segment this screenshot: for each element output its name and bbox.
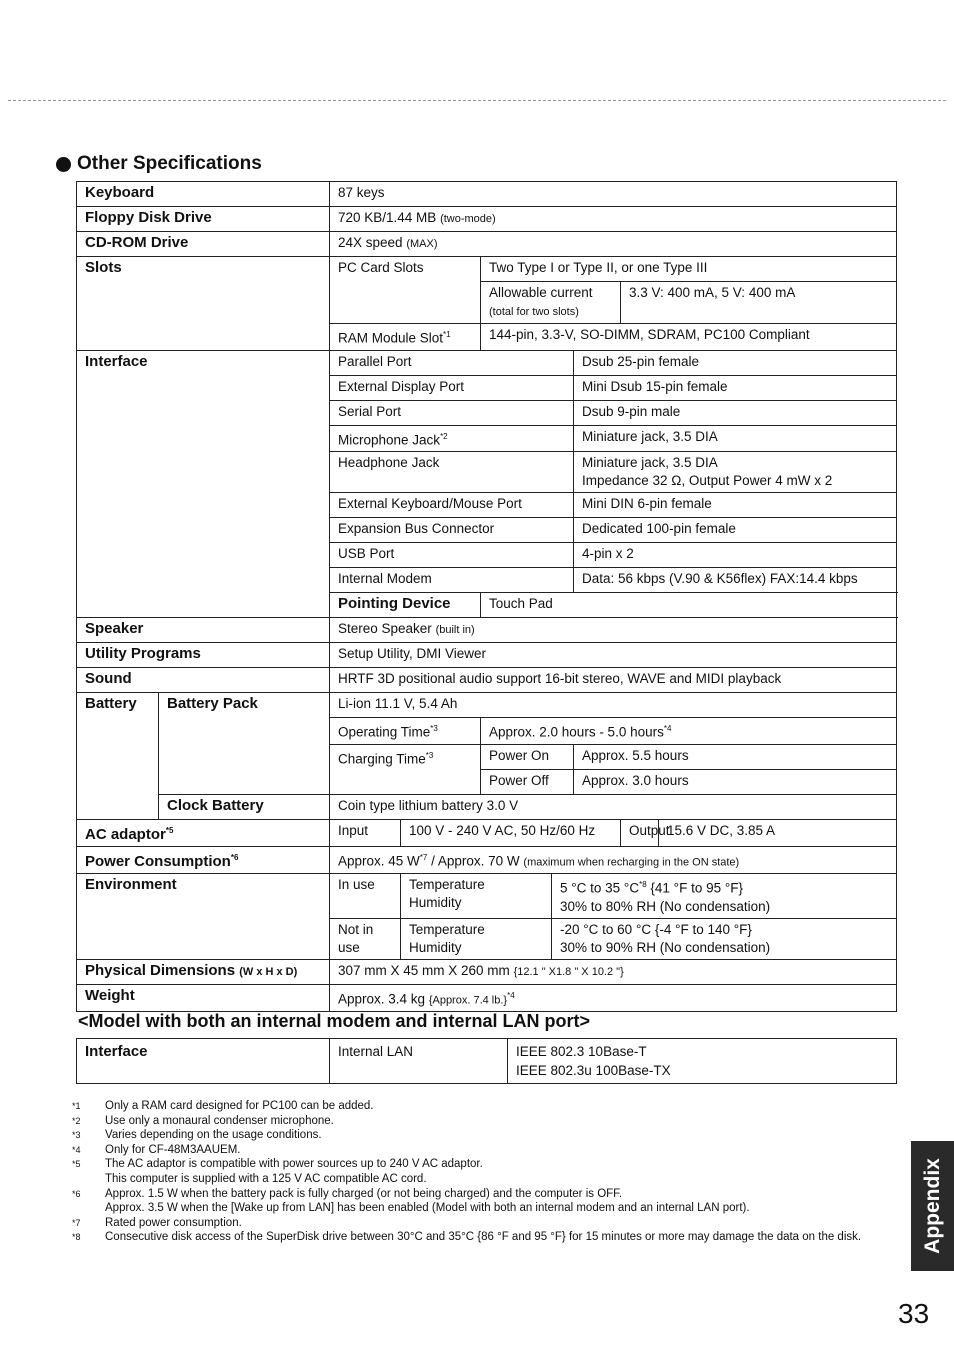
lan-table	[76, 1038, 897, 1084]
interface-item-value: 4-pin x 2	[574, 543, 897, 568]
footnote: *4 Only for CF-48M3AAUEM.	[72, 1143, 241, 1156]
interface-item-value: Dedicated 100-pin female	[574, 518, 897, 543]
footnote: *3 Varies depending on the usage conditions.	[72, 1129, 322, 1142]
row-power-consumption	[77, 846, 897, 874]
internal-lan-value: IEEE 802.3 10Base-T IEEE 802.3u 100Base-TX	[508, 1039, 897, 1084]
label-clock-battery: Clock Battery	[159, 794, 330, 819]
row-dimensions	[77, 959, 897, 984]
interface-item-name: Internal Modem	[330, 568, 574, 593]
interface-item-value: Miniature jack, 3.5 DIA Impedance 32 Ω, Output Power 4 mW x 2	[574, 452, 897, 493]
ac-input-label: Input	[330, 819, 401, 846]
section-title-text: Other Specifications	[77, 153, 262, 174]
bullet-icon	[56, 157, 71, 172]
label-cdrom: CD-ROM Drive	[77, 232, 330, 257]
ac-output-label: Output	[621, 819, 659, 846]
interface-item-name: External Display Port	[330, 375, 574, 400]
value-pointing-device: Touch Pad	[481, 593, 897, 618]
ac-input-value: 100 V - 240 V AC, 50 Hz/60 Hz	[401, 819, 621, 846]
row-weight	[77, 984, 897, 1012]
power-on-value: Approx. 5.5 hours	[574, 744, 897, 769]
label-lan-interface: Interface	[77, 1039, 330, 1084]
row-utility	[77, 643, 897, 668]
label-keyboard: Keyboard	[77, 182, 330, 207]
row-keyboard	[77, 182, 897, 207]
footnote: Approx. 3.5 W when the [Wake up from LAN] has been enabled (Model with both an internal modem and an internal LAN port).	[105, 1202, 750, 1215]
label-battery-pack: Battery Pack	[159, 693, 330, 795]
footnote: *2 Use only a monaural condenser microphone.	[72, 1114, 334, 1127]
section-title	[56, 153, 262, 175]
label-physical-dimensions: Physical Dimensions (W x H x D)	[77, 959, 330, 984]
allowable-current-value: 3.3 V: 400 mA, 5 V: 400 mA	[621, 282, 897, 324]
operating-time: Operating Time$^{*3}$	[330, 718, 481, 745]
footnote: *1 Only a RAM card designed for PC100 can be added.	[72, 1100, 374, 1112]
interface-item-name: Microphone Jack$^{*2}$	[330, 425, 574, 452]
label-battery: Battery	[77, 693, 159, 820]
value-floppy: 720 KB/1.44 MB (two-mode)	[330, 207, 897, 232]
ram-module-slot: RAM Module Slot$^{*1}$	[330, 324, 481, 351]
interface-item-name: External Keyboard/Mouse Port	[330, 493, 574, 518]
cdrom-note: (MAX)	[406, 238, 438, 250]
appendix-side-tab[interactable]	[911, 1141, 954, 1271]
label-utility-programs: Utility Programs	[77, 643, 330, 668]
label-speaker: Speaker	[77, 618, 330, 643]
label-pointing-device: Pointing Device	[330, 593, 481, 618]
row-ac-adaptor	[77, 819, 897, 846]
clock-battery-value: Coin type lithium battery 3.0 V	[330, 794, 897, 819]
ram-module-value: 144-pin, 3.3-V, SO-DIMM, SDRAM, PC100 Compliant	[481, 324, 897, 351]
power-consumption-value: Approx. 45 $W^{*7}$ / Approx. 70 W (maximum when recharging in the ON state)	[330, 846, 897, 874]
label-weight: Weight	[77, 984, 330, 1012]
row-floppy	[77, 207, 897, 232]
floppy-note: (two-mode)	[440, 213, 496, 225]
row-slots-pc-card	[77, 257, 897, 282]
model-title: <Model with both an internal modem and internal LAN port>	[78, 1011, 591, 1031]
allowable-current: Allowable current (total for two slots)	[481, 282, 621, 324]
row-clock-battery	[77, 794, 897, 819]
pc-card-slots: PC Card Slots	[330, 257, 481, 324]
physical-dimensions-value: 307 mm X 45 mm X 260 mm {12.1 " X1.8 " X 10.2 "}	[330, 959, 897, 984]
footnotes	[72, 1099, 902, 1245]
row-environment-in-use	[77, 874, 897, 919]
charging-time: Charging Time$^{*3}$	[330, 744, 481, 794]
value-sound: HRTF 3D positional audio support 16-bit stereo, WAVE and MIDI playback	[330, 668, 897, 693]
footnote: *5 The AC adaptor is compatible with power sources up to 240 V AC adaptor.	[72, 1158, 483, 1171]
interface-item-name: USB Port	[330, 543, 574, 568]
value-speaker: Stereo Speaker (built in)	[330, 618, 897, 643]
power-on-label: Power On	[481, 744, 574, 769]
value-keyboard: 87 keys	[330, 182, 897, 207]
weight-value: Approx. 3.4 kg {Approx. 7.4 lb.}$^{*4}$	[330, 984, 897, 1012]
env-not-in-use-values: -20 °C to 60 °C {-4 °F to 140 °F} 30% to 90% RH (No condensation)	[552, 918, 897, 959]
interface-item-value: Mini Dsub 15-pin female	[574, 375, 897, 400]
label-slots: Slots	[77, 257, 330, 351]
env-in-use-values: 5 °C to 35 $^\circ C^{*8}$ {41 °F to 95 °F} 30% to 80% RH (No condensation)	[552, 874, 897, 919]
interface-item-name: Headphone Jack	[330, 452, 574, 493]
interface-item-value: Dsub 25-pin female	[574, 350, 897, 375]
env-in-use-params: Temperature Humidity	[401, 874, 552, 919]
label-ac-adaptor: AC adaptor$^{*5}$	[77, 819, 330, 846]
ac-output-value: 15.6 V DC, 3.85 A	[659, 819, 897, 846]
interface-item-name: Parallel Port	[330, 350, 574, 375]
appendix-tab-label: Appendix	[920, 1158, 944, 1254]
interface-item-name: Serial Port	[330, 400, 574, 425]
interface-item-name: Expansion Bus Connector	[330, 518, 574, 543]
header-rule	[8, 100, 946, 101]
row-interface-0	[77, 350, 897, 375]
value-utility-programs: Setup Utility, DMI Viewer	[330, 643, 897, 668]
specifications-table	[76, 181, 897, 1012]
interface-item-value: Dsub 9-pin male	[574, 400, 897, 425]
env-in-use: In use	[330, 874, 401, 919]
env-not-in-use-params: Temperature Humidity	[401, 918, 552, 959]
row-speaker	[77, 618, 897, 643]
footnote: This computer is supplied with a 125 V AC compatible AC cord.	[105, 1172, 427, 1185]
internal-lan: Internal LAN	[330, 1039, 508, 1084]
footnote: *6 Approx. 1.5 W when the battery pack is fully charged (or not being charged) and the computer is OFF.	[72, 1187, 623, 1200]
value-cdrom: 24X speed (MAX)	[330, 232, 897, 257]
pc-card-type: Two Type I or Type II, or one Type III	[481, 257, 897, 282]
interface-item-value: Data: 56 kbps (V.90 & K56flex) FAX:14.4 kbps	[574, 568, 897, 593]
label-sound: Sound	[77, 668, 330, 693]
label-interface: Interface	[77, 350, 330, 618]
interface-item-value: Mini DIN 6-pin female	[574, 493, 897, 518]
row-cdrom	[77, 232, 897, 257]
row-sound	[77, 668, 897, 693]
label-power-consumption: Power Consumption$^{*6}$	[77, 846, 330, 874]
interface-item-value: Miniature jack, 3.5 DIA	[574, 425, 897, 452]
label-environment: Environment	[77, 874, 330, 960]
power-off-value: Approx. 3.0 hours	[574, 769, 897, 794]
operating-time-value: Approx. 2.0 hours - 5.0 hours$^{*4}$	[481, 718, 897, 745]
battery-pack-value: Li-ion 11.1 V, 5.4 Ah	[330, 693, 897, 718]
row-battery-pack	[77, 693, 897, 718]
label-floppy: Floppy Disk Drive	[77, 207, 330, 232]
footnote: *8 Consecutive disk access of the SuperDisk drive between 30°C and 35°C {86 °F and 95 °F} for 15 minutes or more may damage the data on the disk.	[72, 1231, 862, 1244]
allowable-note: (total for two slots)	[489, 306, 579, 318]
page-number: 33	[898, 1298, 930, 1329]
power-off-label: Power Off	[481, 769, 574, 794]
env-not-in-use: Not in use	[330, 918, 401, 959]
footnote: *7 Rated power consumption.	[72, 1216, 242, 1229]
row-lan-interface	[77, 1039, 897, 1084]
